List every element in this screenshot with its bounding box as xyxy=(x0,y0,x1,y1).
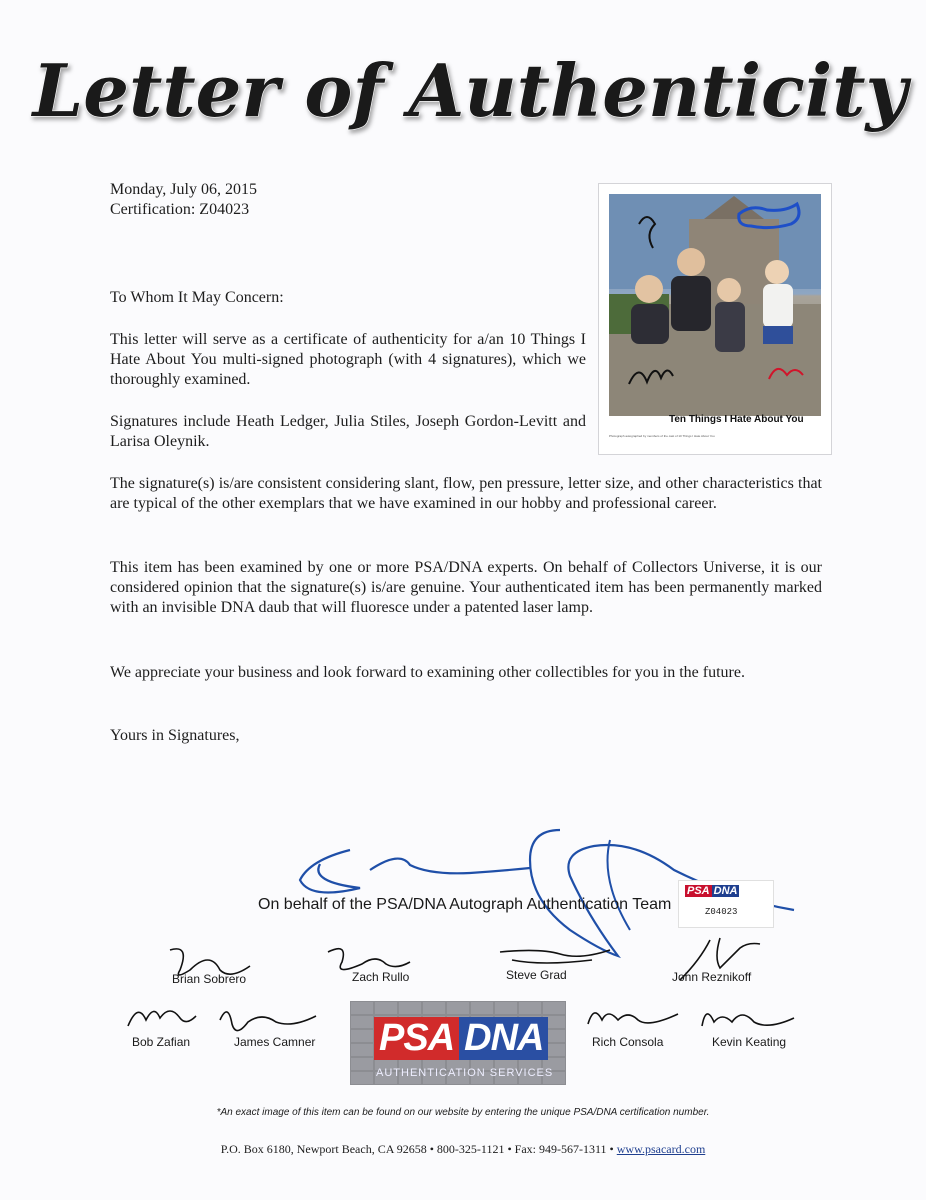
authenticated-photo xyxy=(598,183,832,455)
sticker-logo-psa: PSA xyxy=(687,885,710,897)
paragraph-3: The signature(s) is/are consistent considering slant, flow, pen pressure, letter size, and other characteristics that are typical of the other exemplars that we have examined in our hobby and professional career. xyxy=(110,475,822,512)
paragraph-4: This item has been examined by one or more PSA/DNA experts. On behalf of Collectors Universe, it is our considered opinion that the signature(s) is/are genuine. Your authenticated item has been permanently marked with an invisible DNA daub that will fluoresce under a patented laser lamp. xyxy=(110,559,822,616)
staff-name-2: Zach Rullo xyxy=(352,970,410,984)
sticker-logo xyxy=(685,885,739,897)
staff-name-7: Rich Consola xyxy=(592,1035,664,1049)
staff-name-5: Bob Zafian xyxy=(132,1035,191,1049)
signature-kevin-keating xyxy=(692,1000,802,1036)
staff-name-1: Brian Sobrero xyxy=(172,972,247,986)
sticker-number: Z04023 xyxy=(705,907,738,917)
paragraph-2: Signatures include Heath Ledger, Julia Stiles, Joseph Gordon-Levitt and Larisa Oleynik. xyxy=(110,413,586,450)
letter-meta xyxy=(110,180,257,220)
logo-subtitle: AUTHENTICATION SERVICES xyxy=(376,1067,554,1079)
staff-name-8: Kevin Keating xyxy=(712,1035,787,1049)
letter-date: Monday, July 06, 2015 xyxy=(110,181,257,198)
logo-wordmark xyxy=(374,1017,548,1060)
salutation: To Whom It May Concern: xyxy=(110,289,284,306)
photo-caption: Ten Things I Hate About You xyxy=(669,414,804,425)
photo-scene xyxy=(609,194,821,416)
psa-dna-logo xyxy=(350,1001,566,1085)
logo-dna: DNA xyxy=(459,1017,548,1060)
paragraph-5: We appreciate your business and look forward to examining other collectibles for you in the future. xyxy=(110,664,745,681)
letter-title xyxy=(32,28,908,148)
title-text: Letter of Authenticity xyxy=(32,48,908,133)
website-link[interactable]: www.psacard.com xyxy=(616,1142,706,1156)
address-text: P.O. Box 6180, Newport Beach, CA 92658 • 800-325-1121 • Fax: 949-567-1311 • xyxy=(220,1142,614,1156)
signature-james-camner xyxy=(210,1000,330,1036)
photo-fine-print: Photograph autographed by members of the cast of 10 Things I Hate About You xyxy=(609,434,715,438)
paragraph-1: This letter will serve as a certificate of authenticity for a/an 10 Things I Hate About You multi-signed photograph (with 4 signatures), which we thoroughly examined. xyxy=(110,331,586,388)
certification-sticker xyxy=(678,880,774,928)
photo-image xyxy=(609,194,821,416)
logo-psa: PSA xyxy=(374,1017,459,1060)
sticker-logo-dna: DNA xyxy=(713,885,738,897)
title-svg xyxy=(32,28,908,148)
footer-address xyxy=(0,1142,926,1157)
staff-name-6: James Camner xyxy=(234,1035,316,1049)
signature-rich-consola xyxy=(580,1000,690,1036)
closing: Yours in Signatures, xyxy=(110,727,240,744)
staff-name-3: Steve Grad xyxy=(506,968,567,982)
staff-name-4: John Reznikoff xyxy=(672,970,752,984)
certification-number: Certification: Z04023 xyxy=(110,201,250,218)
signature-bob-zafian xyxy=(122,1000,202,1036)
team-statement: On behalf of the PSA/DNA Autograph Authentication Team xyxy=(258,896,672,913)
footnote: *An exact image of this item can be found on our website by entering the unique PSA/DNA certification number. xyxy=(216,1107,710,1118)
